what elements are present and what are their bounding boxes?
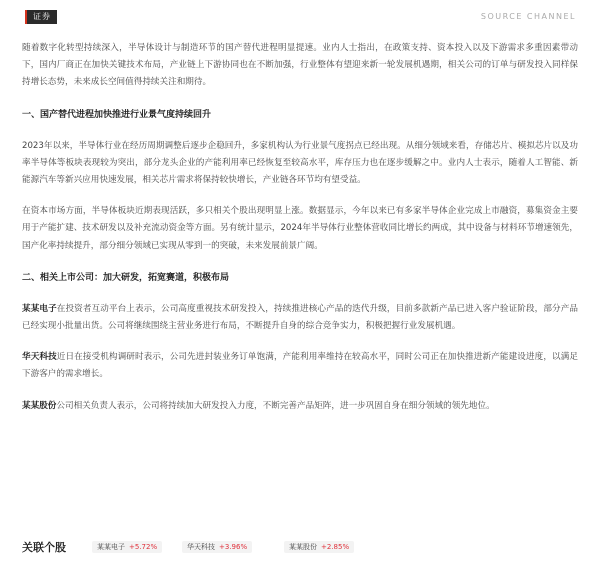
stock-name: 某某电子 [97,543,125,551]
section2-paragraph-2 [22,349,578,383]
section-heading-2: 二、相关上市公司：加大研发，拓宽赛道，积极布局 [22,272,230,283]
top-bar [0,0,600,30]
section1-paragraph-2: 在资本市场方面，半导体板块近期表现活跃，多只相关个股出现明显上涨。数据显示，今年以来已有多家半导体企业完成上市融资，募集资金主要用于产能扩建、技术研发以及补充流动资金等方面。另有统计显示，2024年半导体行业整体营收同比增长约两成，其中设备与材料环节增速领先，国产化率持续提升，部分细分领域已实现从零到一的突破，未来发展前景广阔。 [22,206,578,251]
stock-change: +2.85% [321,543,350,551]
company-name: 华天科技 [22,352,57,363]
site-tag: SOURCE CHANNEL [480,12,576,21]
section2-paragraph-3 [22,398,578,415]
stock-chip[interactable] [92,541,162,553]
stock-chip[interactable] [284,541,354,553]
intro-paragraph: 随着数字化转型持续深入，半导体设计与制造环节的国产替代进程明显提速。业内人士指出，在政策支持、资本投入以及下游需求多重因素带动下，国内厂商正在加快关键技术布局，产业链上下游协同也在不断加强，行业整体有望迎来新一轮发展机遇期，相关公司的订单与研发投入同样保持增长态势，未来成长空间值得持续关注和期待。 [22,43,578,88]
related-stocks-title: 关联个股 [22,541,66,554]
article-body [22,40,578,415]
paragraph-text: 在投资者互动平台上表示，公司高度重视技术研发投入，持续推进核心产品的迭代升级，目前多款新产品已进入客户验证阶段，部分产品已经实现小批量出货。公司将继续围绕主营业务进行布局，不断提升自身的综合竞争实力，积极把握行业发展机遇。 [22,303,578,332]
section2-paragraph-1 [22,301,578,335]
section1-paragraph-1: 2023年以来，半导体行业在经历周期调整后逐步企稳回升，多家机构认为行业景气度拐点已经出现。从细分领域来看，存储芯片、模拟芯片以及功率半导体等板块表现较为突出，部分龙头企业的产能利用率已经恢复至较高水平，库存压力也在逐步缓解之中。业内人士表示，随着人工智能、新能源汽车等新兴应用快速发展，相关芯片需求将保持较快增长，产业链各环节均有望受益。 [22,140,578,186]
stock-change: +5.72% [129,543,158,551]
stock-chip[interactable] [182,541,252,553]
stock-change: +3.96% [219,543,248,551]
company-name: 某某电子 [22,303,57,314]
paragraph-text: 公司相关负责人表示，公司将持续加大研发投入力度，不断完善产品矩阵，进一步巩固自身在细分领域的领先地位。 [56,400,495,411]
related-stocks [22,538,578,556]
section-heading-1: 一、国产替代进程加快推进行业景气度持续回升 [22,109,212,120]
stock-name: 某某股份 [289,543,317,551]
company-name: 某某股份 [22,400,57,411]
paragraph-text: 近日在接受机构调研时表示，公司先进封装业务订单饱满，产能利用率维持在较高水平，同时公司正在加快推进新产能建设进度，以满足下游客户的需求增长。 [22,352,578,380]
stock-name: 华天科技 [187,543,215,551]
site-logo[interactable]: 证券 [25,10,57,24]
